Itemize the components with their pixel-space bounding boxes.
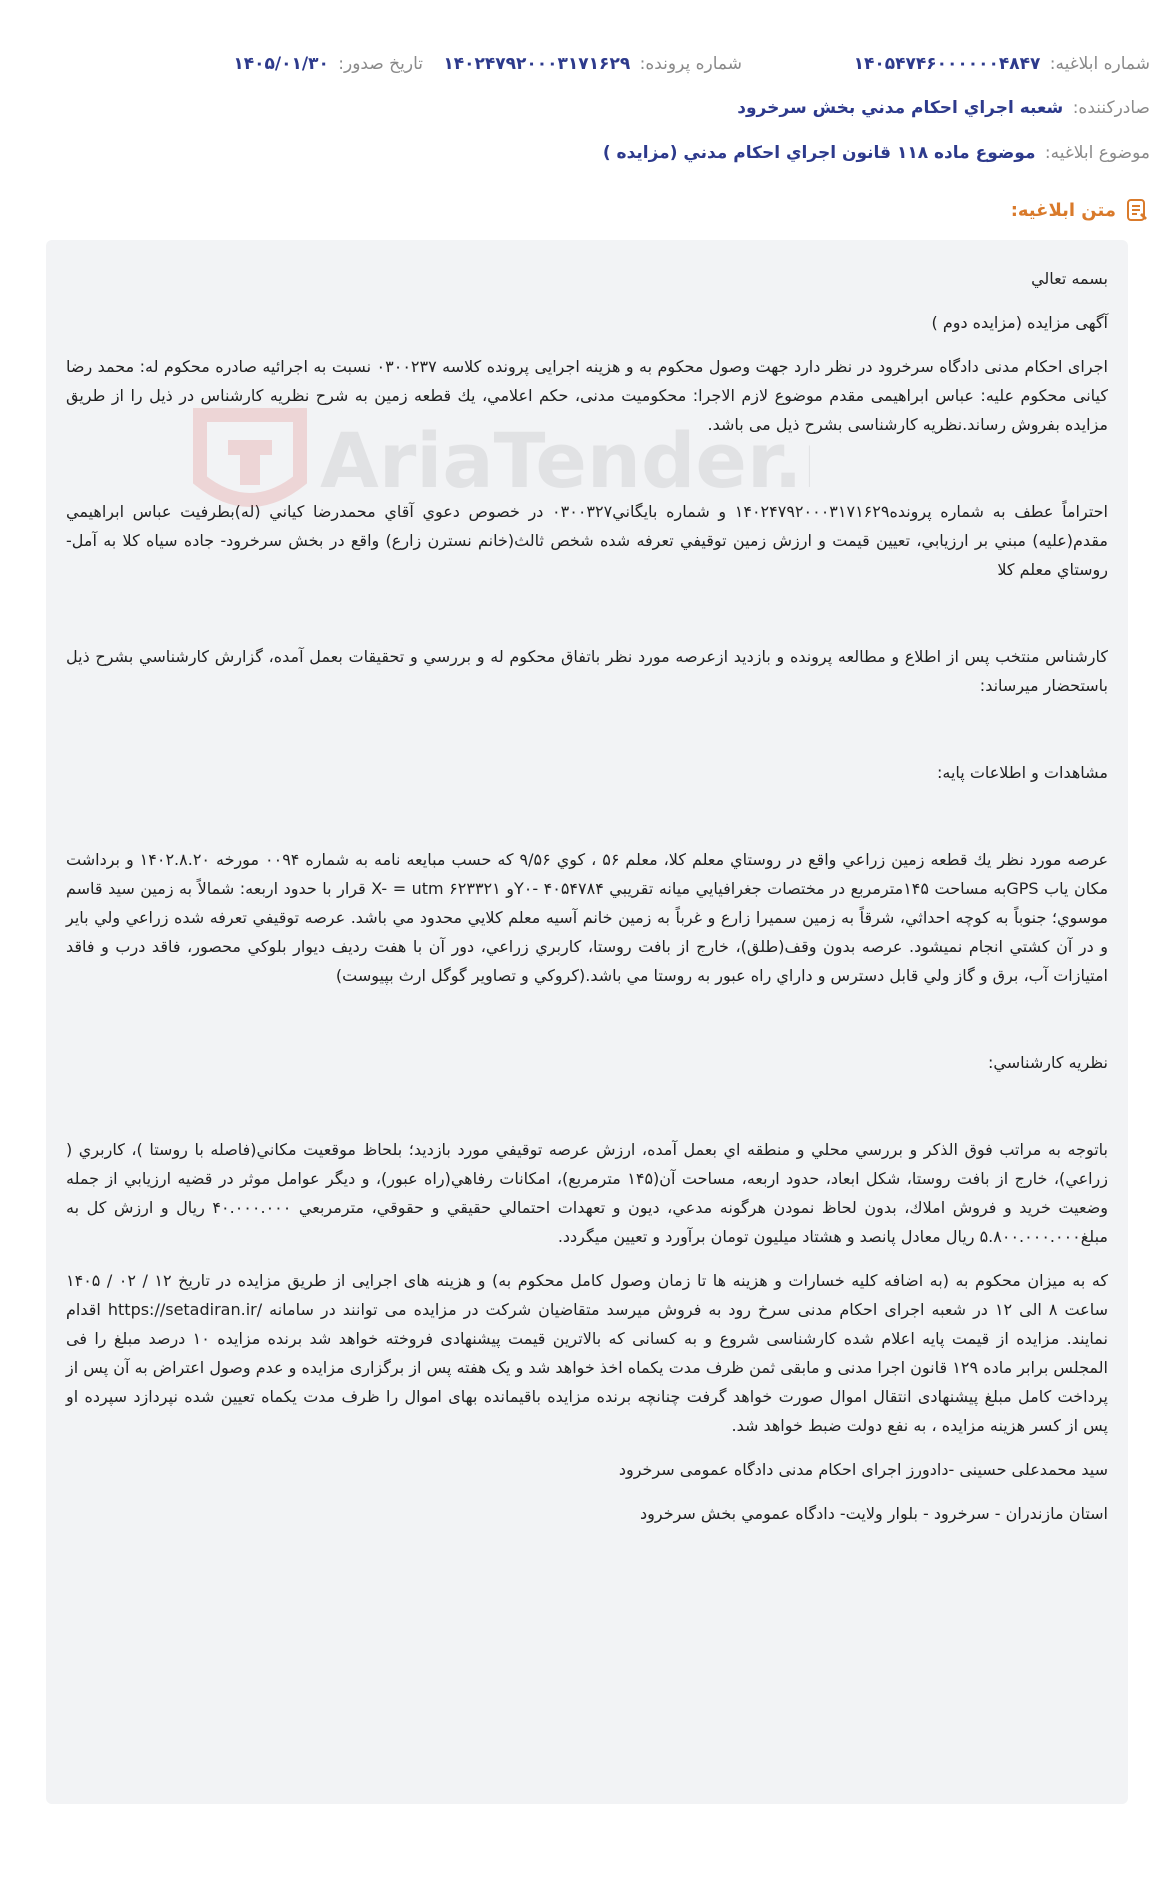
body-paragraph-reference: احتراماً عطف به شماره پرونده۱۴۰۲۴۷۹۲۰۰۰۳۱۷۱۶۲۹ و شماره بايگاني۰۳۰۰۳۲۷ در خصوص دعوي آقاي محمدرضا كياني (له)بطرفيت عباس ابراهيمي مقدم(عليه) مبني بر ارزيابي، تعيين قيمت و ارزش زمين توقيفي تعرفه شده شخص ثالث(خانم نسترن زارع) واقع در بخش سرخرود- جاده سياه كلا به آمل- روستاي معلم كلا	[66, 502, 1108, 579]
notice-text-title: متن ابلاغیه:	[1010, 199, 1116, 221]
issue-date	[233, 54, 423, 74]
notice-body-content	[66, 258, 1108, 1528]
body-heading: بسمه تعالي	[1031, 269, 1108, 288]
observations-heading: مشاهدات و اطلاعات پايه:	[936, 763, 1108, 782]
body-paragraph-expert: كارشناس منتخب پس از اطلاع و مطالعه پرونده و بازديد ازعرصه مورد نظر باتفاق محكوم له و بررسي و تحقيقات بعمل آمده، گزارش كارشناسي بشرح ذيل باستحضار ميرساند:	[66, 647, 1108, 695]
notice-body-panel	[46, 240, 1128, 1804]
issuer-value: شعبه اجراي احكام مدني بخش سرخرود	[737, 98, 1064, 118]
notice-meta-row	[24, 54, 1150, 82]
notice-number-label: شماره ابلاغیه:	[1049, 54, 1150, 74]
case-number	[443, 54, 742, 74]
issuer-line	[24, 98, 1150, 118]
subject-line	[24, 143, 1150, 163]
address-line: استان مازندران - سرخرود - بلوار ولايت- دادگاه عمومي بخش سرخرود	[640, 1504, 1108, 1523]
issue-date-value: ۱۴۰۵/۰۱/۳۰	[233, 54, 329, 74]
document-icon	[1124, 197, 1150, 223]
notice-number-value: ۱۴۰۵۴۷۴۶۰۰۰۰۰۰۴۸۴۷	[853, 54, 1041, 74]
issuer-label: صادرکننده:	[1072, 98, 1150, 118]
case-number-label: شماره پرونده:	[639, 54, 742, 74]
notice-text-heading	[1011, 197, 1150, 223]
expert-opinion-heading: نظريه كارشناسي:	[988, 1053, 1108, 1072]
subject-label: موضوع ابلاغیه:	[1044, 143, 1150, 163]
body-paragraph-intro: اجرای احکام مدنی دادگاه سرخرود در نظر دارد جهت وصول محکوم به و هزینه اجرایی پرونده کلاسه ۰۳۰۰۲۳۷ نسبت به اجرائیه صادره محکوم له: محمد رضا کیانی محکوم علیه: عباس ابراهیمی مقدم موضوع لازم الاجرا: محکومیت مدنی، حکم اعلامي، يك قطعه زمين به شرح نظریه کارشناس در ذیل را از طریق مزایده بفروش رساند.نظریه کارشناسی بشرح ذیل می باشد.	[66, 357, 1108, 434]
notice-number	[854, 54, 1150, 74]
subject-value: موضوع ماده ۱۱۸ قانون اجراي احكام مدني (مزايده )	[602, 143, 1036, 163]
body-paragraph-property: عرصه مورد نظر يك قطعه زمين زراعي واقع در روستاي معلم كلا، معلم ۵۶ ، كوي ۹/۵۶ كه حسب مبايعه نامه به شماره ۰۰۹۴ مورخه ۱۴۰۲.۸.۲۰ و برداشت مكان ياب GPSبه مساحت ۱۴۵مترمربع در مختصات جغرافيايي ميانه تقريبي ۴۰۵۴۷۸۴ -Y۰و ۶۲۳۳۲۱ X- = utm قرار با حدود اربعه: شمالاً به زمين سيد قاسم موسوي؛ جنوباً به كوچه احداثي، شرقاً به زمين سميرا زارع و غرباً به زمين خانم آسيه معلم كلايي محدود مي باشد. عرصه توقيفي تعرفه شده زراعي ولي باير و در آن كشتي انجام نميشود. عرصه بدون وقف(طلق)، خارج از بافت روستا، كاربري زراعي، دور آن با هفت رديف ديوار بلوكي محصور، فاقد درب و فاقد امتيازات آب، برق و گاز ولي قابل دسترس و داراي راه عبور به روستا مي باشد.(كروكي و تصاوير گوگل ارث بپيوست)	[66, 850, 1109, 985]
body-paragraph-auction-terms: که به میزان محکوم به (به اضافه کلیه خسارات و هزینه ها تا زمان وصول کامل محکوم به) و هزینه های اجرایی از طریق مزایده در تاریخ ۱۲ / ۰۲ / ۱۴۰۵ ساعت ۸ الی ۱۲ در شعبه اجرای احکام مدنی سرخ رود به فروش میرسد متقاضیان شرکت در مزایده می توانند در سامانه /https://setadiran.ir اقدام نمایند. مزایده از قیمت پایه اعلام شده کارشناسی شروع و به کسانی که بالاترین قیمت پیشنهادی فروخته خواهد شد برنده مزایده ۱۰ درصد مبلغ را فی المجلس برابر ماده ۱۲۹ قانون اجرا مدنی و مابقی ثمن ظرف مدت یکماه اخذ خواهد شد و یک هفته پس از برگزاری مزایده و عدم وصول اعتراض به آن پس از پرداخت کامل مبلغ پیشنهادی انتقال اموال صورت خواهد گرفت چنانچه برنده مزایده باقیمانده بهای اموال را ظرف مدت یکماه تعیین شده نپردازد سپرده او پس از کسر هزینه مزایده ، به نفع دولت ضبط خواهد شد.	[66, 1271, 1109, 1435]
signature-line: سید محمدعلی حسینی -دادورز اجرای احکام مدنی دادگاه عمومی سرخرود	[618, 1460, 1108, 1479]
issue-date-label: تاریخ صدور:	[338, 54, 423, 74]
auction-title: آگهی مزایده (مزایده دوم )	[931, 313, 1108, 332]
body-paragraph-valuation: باتوجه به مراتب فوق الذكر و بررسي محلي و منطقه اي بعمل آمده، ارزش عرصه توقيفي مورد بازديد؛ بلحاظ موقعيت مكاني(فاصله با روستا )، كاربري ( زراعي)، خارج از بافت روستا، شكل ابعاد، حدود اربعه، مساحت آن(۱۴۵ مترمربع)، امكانات رفاهي(راه عبور)، و ديگر عوامل موثر در قضيه ارزيابي از جمله وضعيت خريد و فروش املاك، بدون لحاظ نمودن هرگونه مدعي، ديون و تعهدات احتمالي حقيقي و حقوقي، مترمربعي ۴۰.۰۰۰.۰۰۰ ريال و ارزش كل به مبلغ۵.۸۰۰.۰۰۰.۰۰۰ ريال معادل پانصد و هشتاد ميليون تومان برآورد و تعيين ميگردد.	[66, 1140, 1109, 1246]
case-number-value: ۱۴۰۲۴۷۹۲۰۰۰۳۱۷۱۶۲۹	[443, 54, 631, 74]
